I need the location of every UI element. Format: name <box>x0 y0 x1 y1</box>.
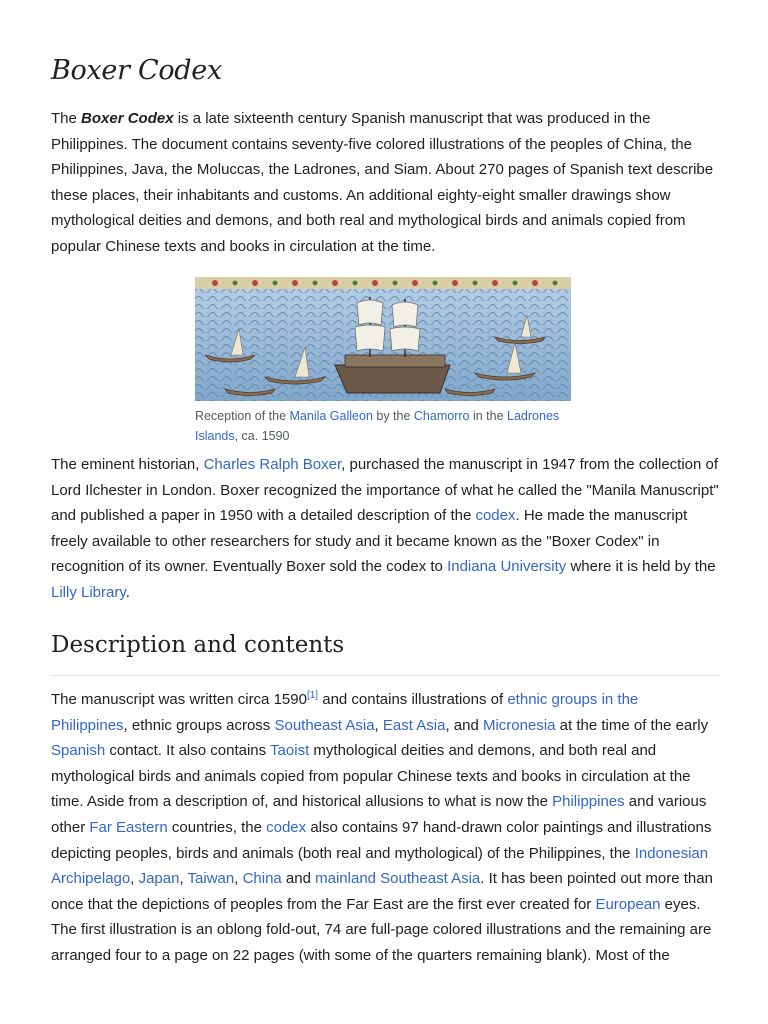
text: , ca. 1590 <box>234 429 290 443</box>
text: , <box>179 870 188 888</box>
text: , purchased the manuscript in 1947 from the collection of Lord Ilchester in London. Boxer recognized the importance of what he called the "Manila Manuscript" and published a paper in 1950 with a detailed description of the <box>51 456 719 525</box>
text: in the <box>469 409 508 423</box>
link-far-eastern[interactable]: Far Eastern <box>89 818 168 836</box>
text: is a late sixteenth century Spanish manuscript that was produced in the Philippines. The document contains seventy-five colored illustrations of the peoples of China, the Philippines, Java, the Moluccas, the Ladrones, and Siam. About 270 pages of Spanish text describe these places, their inhabitants and customs. An additional eighty-eight smaller drawings show mythological deities and demons, and both real and mythological birds and animals copied from popular Chinese texts and books in circulation at the time. <box>51 110 714 255</box>
link-taoist[interactable]: Taoist <box>270 742 310 760</box>
link-ethnic-groups-philippines[interactable]: ethnic groups in the Philippines <box>51 691 639 734</box>
link-micronesia[interactable]: Micronesia <box>482 716 556 734</box>
text: The eminent historian, <box>51 456 204 473</box>
reference-1-link[interactable]: [1] <box>306 690 319 701</box>
text: . <box>125 583 130 601</box>
link-indonesian-archipelago[interactable]: Indonesian Archipelago <box>51 844 709 888</box>
galleon-painting-image[interactable] <box>195 277 571 401</box>
text: mythological deities and demons, and both real and mythological birds and animals copied from popular Chinese texts and books in circulation at the time. Aside from a description of, and historical allusions to what is now the <box>51 742 691 811</box>
link-lilly-library[interactable]: Lilly Library <box>51 583 126 601</box>
link-japan[interactable]: Japan <box>138 870 180 888</box>
text: and contains illustrations of <box>318 691 508 708</box>
text: The <box>51 110 82 127</box>
text: and <box>281 870 316 888</box>
intro-paragraph <box>51 106 719 260</box>
heading-divider <box>51 675 719 676</box>
text: where it is held by the <box>566 558 716 576</box>
text: contact. It also contains <box>105 742 271 760</box>
bold-title: Boxer Codex <box>81 110 174 127</box>
text: at the time of the early <box>555 716 709 734</box>
text: and various other <box>51 793 707 836</box>
link-ladrones-islands[interactable]: Ladrones Islands <box>195 409 560 443</box>
text: by the <box>372 409 414 423</box>
page-title: Boxer Codex <box>51 55 222 86</box>
link-east-asia[interactable]: East Asia <box>382 716 446 734</box>
description-paragraph <box>51 687 719 969</box>
text: Reception of the <box>195 409 290 423</box>
link-philippines[interactable]: Philippines <box>552 793 625 811</box>
link-codex[interactable]: codex <box>475 507 516 525</box>
text: The manuscript was written circa 1590 <box>51 691 307 708</box>
figure-manila-galleon <box>195 277 571 446</box>
section-heading: Description and contents <box>51 632 345 658</box>
text: eyes. The first illustration is an oblong fold-out, 74 are full-page colored illustrations and the remaining are arranged four to a page on 22 pages (with some of the quarters remaining blank). Most of the <box>51 895 712 964</box>
link-indiana-university[interactable]: Indiana University <box>447 558 567 576</box>
text: countries, the <box>167 818 267 836</box>
link-manila-galleon[interactable]: Manila Galleon <box>289 409 373 423</box>
link-spanish[interactable]: Spanish <box>51 742 106 760</box>
link-southeast-asia[interactable]: Southeast Asia <box>274 716 375 734</box>
link-china[interactable]: China <box>242 870 282 888</box>
link-taiwan[interactable]: Taiwan <box>187 870 235 888</box>
link-codex-2[interactable]: codex <box>266 818 307 836</box>
text: , and <box>445 716 483 734</box>
history-paragraph <box>51 452 719 606</box>
text: . It has been pointed out more than once that the depictions of peoples from the Far East are the first ever created for <box>51 870 713 913</box>
link-european[interactable]: European <box>595 895 661 913</box>
text: , <box>130 870 139 888</box>
figure-caption <box>195 406 571 446</box>
text: , <box>234 870 243 888</box>
text: , ethnic groups across <box>123 716 275 734</box>
text: also contains 97 hand-drawn color paintings and illustrations depicting peoples, birds and animals (both real and mythological) of the Philippines, the <box>51 818 712 862</box>
link-chamorro[interactable]: Chamorro <box>413 409 470 423</box>
link-charles-ralph-boxer[interactable]: Charles Ralph Boxer <box>203 456 342 473</box>
text: , <box>374 716 383 734</box>
text: . He made the manuscript freely available to other researchers for study and it became known as the "Boxer Codex" in recognition of its owner. Eventually Boxer sold the codex to <box>51 507 688 576</box>
link-mainland-southeast-asia[interactable]: mainland Southeast Asia <box>315 870 481 888</box>
